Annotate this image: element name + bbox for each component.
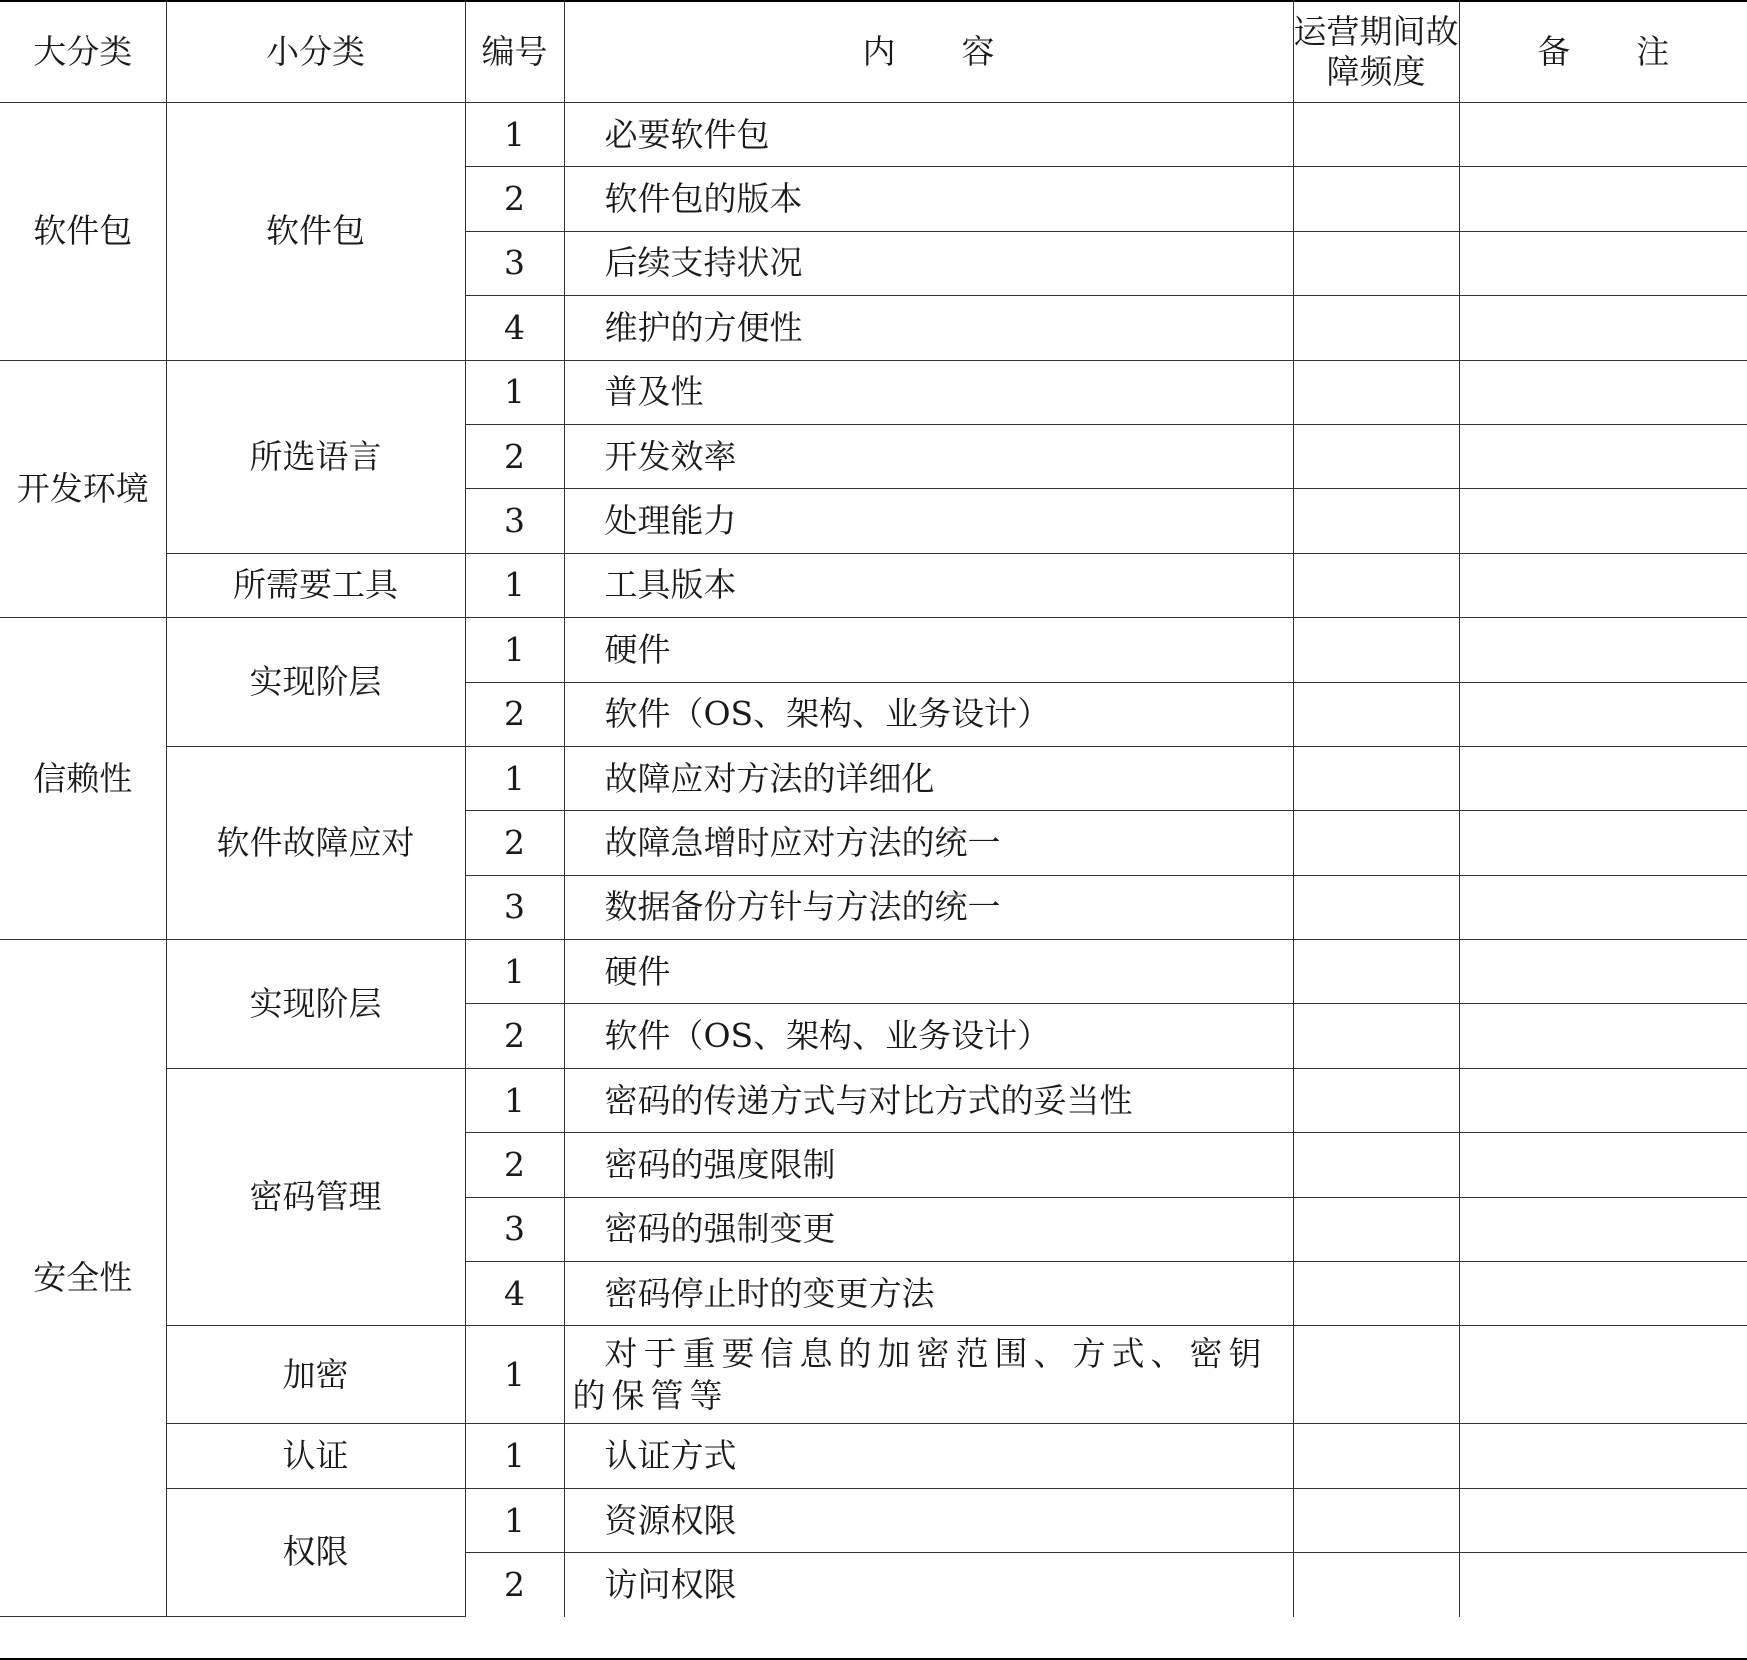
number-cell: 1 bbox=[465, 940, 564, 1004]
frequency-cell bbox=[1293, 746, 1459, 810]
minor-category-cell: 软件故障应对 bbox=[166, 746, 465, 939]
frequency-cell bbox=[1293, 1133, 1459, 1197]
number-cell: 1 bbox=[465, 1326, 564, 1424]
number-cell: 2 bbox=[465, 167, 564, 231]
content-cell: 处理能力 bbox=[564, 489, 1293, 553]
content-cell: 软件（OS、架构、业务设计） bbox=[564, 682, 1293, 746]
content-cell: 硬件 bbox=[564, 618, 1293, 682]
content-cell: 后续支持状况 bbox=[564, 231, 1293, 295]
number-cell: 2 bbox=[465, 1133, 564, 1197]
content-cell: 认证方式 bbox=[564, 1424, 1293, 1488]
remarks-cell bbox=[1459, 1553, 1747, 1617]
content-cell: 数据备份方针与方法的统一 bbox=[564, 875, 1293, 939]
header-major-category: 大分类 bbox=[0, 2, 166, 103]
content-cell: 访问权限 bbox=[564, 1553, 1293, 1617]
content-cell: 密码的强度限制 bbox=[564, 1133, 1293, 1197]
remarks-cell bbox=[1459, 875, 1747, 939]
content-cell: 密码的强制变更 bbox=[564, 1197, 1293, 1261]
minor-category-cell: 认证 bbox=[166, 1424, 465, 1488]
number-cell: 2 bbox=[465, 682, 564, 746]
number-cell: 1 bbox=[465, 618, 564, 682]
remarks-cell bbox=[1459, 1424, 1747, 1488]
frequency-cell bbox=[1293, 618, 1459, 682]
remarks-cell bbox=[1459, 489, 1747, 553]
table-row bbox=[0, 360, 1747, 424]
table-row bbox=[0, 940, 1747, 1004]
minor-category-cell: 实现阶层 bbox=[166, 940, 465, 1069]
header-minor-category: 小分类 bbox=[166, 2, 465, 103]
frequency-cell bbox=[1293, 1424, 1459, 1488]
minor-category-cell: 所需要工具 bbox=[166, 553, 465, 617]
major-category-cell: 软件包 bbox=[0, 103, 166, 361]
major-category-cell: 安全性 bbox=[0, 940, 166, 1617]
remarks-cell bbox=[1459, 1133, 1747, 1197]
remarks-cell bbox=[1459, 746, 1747, 810]
minor-category-cell: 所选语言 bbox=[166, 360, 465, 553]
remarks-cell bbox=[1459, 424, 1747, 488]
major-category-cell: 开发环境 bbox=[0, 360, 166, 618]
frequency-cell bbox=[1293, 553, 1459, 617]
table-row bbox=[0, 746, 1747, 810]
frequency-cell bbox=[1293, 875, 1459, 939]
remarks-cell bbox=[1459, 103, 1747, 167]
number-cell: 2 bbox=[465, 1553, 564, 1617]
content-cell: 普及性 bbox=[564, 360, 1293, 424]
content-cell: 硬件 bbox=[564, 940, 1293, 1004]
number-cell: 2 bbox=[465, 1004, 564, 1068]
remarks-cell bbox=[1459, 553, 1747, 617]
content-cell: 资源权限 bbox=[564, 1488, 1293, 1552]
frequency-cell bbox=[1293, 296, 1459, 360]
header-row bbox=[0, 2, 1747, 103]
content-cell: 对于重要信息的加密范围、方式、密钥的保管等 bbox=[564, 1326, 1293, 1424]
remarks-cell bbox=[1459, 618, 1747, 682]
remarks-cell bbox=[1459, 231, 1747, 295]
header-failure-frequency: 运营期间故障频度 bbox=[1293, 2, 1459, 103]
frequency-cell bbox=[1293, 489, 1459, 553]
content-cell: 必要软件包 bbox=[564, 103, 1293, 167]
number-cell: 3 bbox=[465, 489, 564, 553]
frequency-cell bbox=[1293, 940, 1459, 1004]
frequency-cell bbox=[1293, 424, 1459, 488]
header-content: 内 容 bbox=[564, 2, 1293, 103]
remarks-cell bbox=[1459, 1326, 1747, 1424]
header-number: 编号 bbox=[465, 2, 564, 103]
remarks-cell bbox=[1459, 682, 1747, 746]
content-cell: 密码停止时的变更方法 bbox=[564, 1262, 1293, 1326]
remarks-cell bbox=[1459, 1004, 1747, 1068]
frequency-cell bbox=[1293, 1068, 1459, 1132]
major-category-cell: 信赖性 bbox=[0, 618, 166, 940]
remarks-cell bbox=[1459, 1197, 1747, 1261]
content-cell: 软件（OS、架构、业务设计） bbox=[564, 1004, 1293, 1068]
number-cell: 1 bbox=[465, 360, 564, 424]
remarks-cell bbox=[1459, 811, 1747, 875]
table-row bbox=[0, 1326, 1747, 1424]
content-cell: 软件包的版本 bbox=[564, 167, 1293, 231]
frequency-cell bbox=[1293, 231, 1459, 295]
table-row bbox=[0, 1068, 1747, 1132]
frequency-cell bbox=[1293, 167, 1459, 231]
frequency-cell bbox=[1293, 1553, 1459, 1617]
number-cell: 1 bbox=[465, 553, 564, 617]
minor-category-cell: 实现阶层 bbox=[166, 618, 465, 747]
frequency-cell bbox=[1293, 360, 1459, 424]
table-row bbox=[0, 553, 1747, 617]
table-row bbox=[0, 1488, 1747, 1552]
number-cell: 3 bbox=[465, 875, 564, 939]
minor-category-cell: 权限 bbox=[166, 1488, 465, 1616]
number-cell: 4 bbox=[465, 1262, 564, 1326]
content-cell: 故障急增时应对方法的统一 bbox=[564, 811, 1293, 875]
number-cell: 1 bbox=[465, 1424, 564, 1488]
content-cell: 工具版本 bbox=[564, 553, 1293, 617]
number-cell: 1 bbox=[465, 103, 564, 167]
remarks-cell bbox=[1459, 1488, 1747, 1552]
header-remarks: 备 注 bbox=[1459, 2, 1747, 103]
frequency-cell bbox=[1293, 1004, 1459, 1068]
evaluation-table bbox=[0, 2, 1747, 1617]
frequency-cell bbox=[1293, 1488, 1459, 1552]
minor-category-cell: 加密 bbox=[166, 1326, 465, 1424]
number-cell: 2 bbox=[465, 424, 564, 488]
number-cell: 4 bbox=[465, 296, 564, 360]
frequency-cell bbox=[1293, 682, 1459, 746]
remarks-cell bbox=[1459, 360, 1747, 424]
number-cell: 3 bbox=[465, 231, 564, 295]
number-cell: 2 bbox=[465, 811, 564, 875]
table-row bbox=[0, 103, 1747, 167]
number-cell: 1 bbox=[465, 1068, 564, 1132]
remarks-cell bbox=[1459, 296, 1747, 360]
content-cell: 故障应对方法的详细化 bbox=[564, 746, 1293, 810]
frequency-cell bbox=[1293, 1262, 1459, 1326]
minor-category-cell: 软件包 bbox=[166, 103, 465, 361]
frequency-cell bbox=[1293, 103, 1459, 167]
remarks-cell bbox=[1459, 1262, 1747, 1326]
content-cell: 密码的传递方式与对比方式的妥当性 bbox=[564, 1068, 1293, 1132]
table-row bbox=[0, 1424, 1747, 1488]
frequency-cell bbox=[1293, 1326, 1459, 1424]
number-cell: 1 bbox=[465, 1488, 564, 1552]
table-row bbox=[0, 618, 1747, 682]
remarks-cell bbox=[1459, 1068, 1747, 1132]
remarks-cell bbox=[1459, 940, 1747, 1004]
minor-category-cell: 密码管理 bbox=[166, 1068, 465, 1326]
remarks-cell bbox=[1459, 167, 1747, 231]
number-cell: 3 bbox=[465, 1197, 564, 1261]
frequency-cell bbox=[1293, 811, 1459, 875]
content-cell: 开发效率 bbox=[564, 424, 1293, 488]
frequency-cell bbox=[1293, 1197, 1459, 1261]
content-cell: 维护的方便性 bbox=[564, 296, 1293, 360]
number-cell: 1 bbox=[465, 746, 564, 810]
